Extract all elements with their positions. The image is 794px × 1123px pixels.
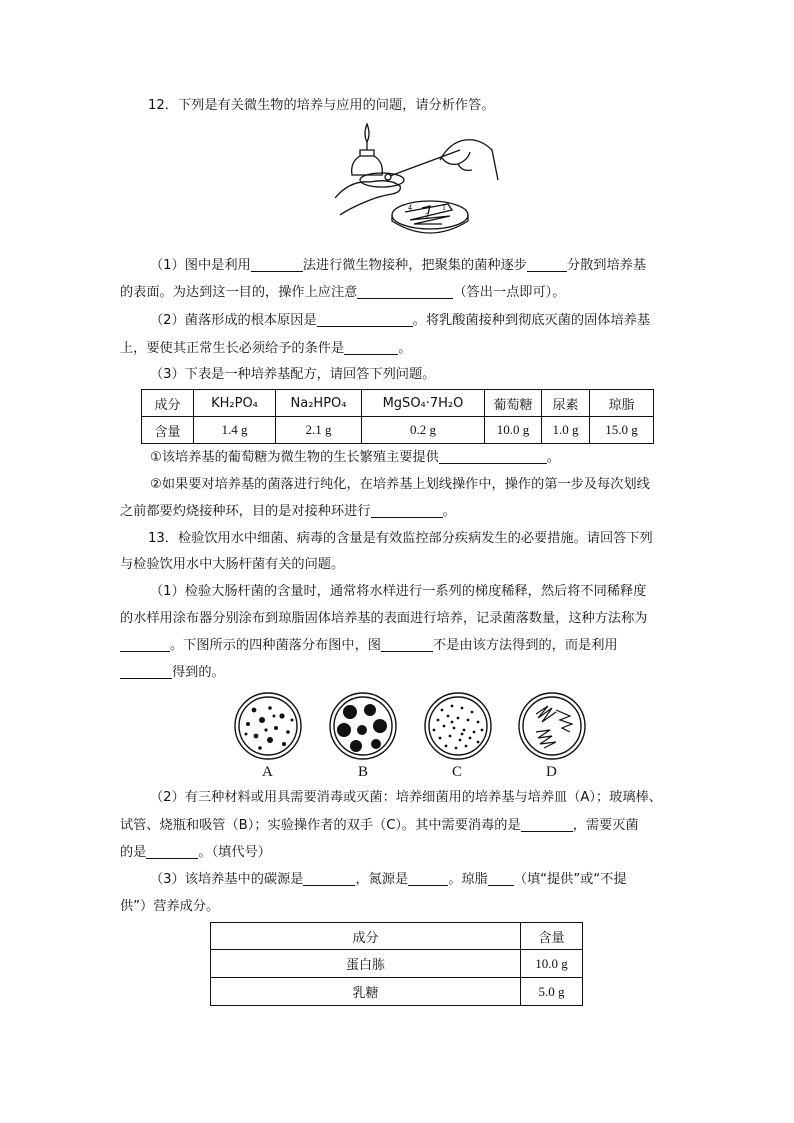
answer-blank[interactable]: [146, 844, 198, 859]
q12-sub2-line2: 之前都要灼烧接种环，目的是对接种环进行 。: [120, 504, 456, 519]
q13-p3-line1: （3）该培养基中的碳源是 ，氮源是 。琼脂 （填“提供”或“不提: [150, 872, 627, 887]
answer-blank[interactable]: [317, 312, 413, 327]
answer-blank[interactable]: [381, 637, 433, 652]
table-cell: 15.0 g: [590, 417, 654, 444]
svg-text:1: 1: [442, 203, 446, 212]
table-header: Na₂HPO₄: [276, 390, 362, 417]
dish-c-colonies: [433, 705, 484, 750]
answer-blank[interactable]: [527, 257, 567, 272]
table-row: [211, 978, 583, 1006]
table-header: 含量: [521, 923, 583, 950]
table-header: 葡萄糖: [485, 390, 542, 417]
dish-a: [235, 693, 301, 759]
table-cell: 1.4 g: [194, 417, 276, 444]
dish-label-a: A: [262, 764, 273, 780]
table-header: KH₂PO₄: [194, 390, 276, 417]
q12-p3: （3）下表是一种培养基配方，请回答下列问题。: [150, 367, 436, 382]
table-cell: 10.0 g: [521, 950, 583, 978]
table-cell: 2.1 g: [276, 417, 362, 444]
svg-text:2: 2: [425, 212, 429, 221]
q13-p2-line1: （2）有三种材料或用具需要消毒或灭菌：培养细菌用的培养基与培养皿（A）；玻璃棒、: [150, 790, 662, 805]
q12-sub2-line1: ②如果要对培养基的菌落进行纯化，在培养基上划线操作中，操作的第一步及每次划线: [150, 477, 650, 492]
q13-p3-line2: 供”）营养成分。: [120, 899, 220, 914]
q13-medium-table: [210, 922, 583, 1006]
streak-plate-illustration: [330, 120, 500, 245]
answer-blank[interactable]: [439, 449, 547, 464]
table-header: 成分: [211, 923, 521, 950]
answer-blank[interactable]: [488, 871, 514, 886]
table-header: 尿素: [542, 390, 590, 417]
q13-p2-line3: 的是 。（填代号）: [120, 845, 271, 860]
table-cell: 蛋白胨: [211, 950, 521, 978]
table-cell: 乳糖: [211, 978, 521, 1006]
answer-blank[interactable]: [371, 503, 443, 518]
dish-d: [519, 693, 585, 759]
dish-a-colonies: [245, 706, 294, 750]
table-cell: 0.2 g: [362, 417, 485, 444]
dish-b-colonies: [337, 704, 387, 752]
answer-blank[interactable]: [120, 637, 170, 652]
dish-label-d: D: [546, 764, 557, 780]
table-cell: 1.0 g: [542, 417, 590, 444]
answer-blank[interactable]: [251, 257, 303, 272]
dish-c: [425, 693, 491, 759]
answer-blank[interactable]: [408, 871, 448, 886]
table-row: [211, 923, 583, 950]
svg-text:4: 4: [408, 203, 412, 212]
q13-p1-line2: 的水样用涂布器分别涂布到琼脂固体培养基的表面进行培养，记录菌落数量，这种方法称为: [120, 611, 648, 626]
table-row: [211, 950, 583, 978]
q12-stem: 12．下列是有关微生物的培养与应用的问题，请分析作答。: [148, 98, 495, 113]
q12-p1-line1: （1）图中是利用 法进行微生物接种，把聚集的菌种逐步 分散到培养基: [150, 258, 647, 273]
answer-blank[interactable]: [357, 284, 453, 299]
q12-p2-line2: 上，要使其正常生长必须给予的条件是 。: [120, 341, 412, 356]
table-row: [142, 390, 654, 417]
q12-p2-line1: （2）菌落形成的根本原因是 。将乳酸菌接种到彻底灭菌的固体培养基: [150, 313, 651, 328]
q12-p1-line2: 的表面。为达到这一目的，操作上应注意 （答出一点即可）。: [120, 285, 566, 300]
table-cell: 含量: [142, 417, 194, 444]
q13-stem-line1: 13．检验饮用水中细菌、病毒的含量是有效监控部分疾病发生的必要措施。请回答下列: [148, 531, 653, 546]
medium-formula-table: [141, 389, 654, 444]
answer-blank[interactable]: [344, 340, 398, 355]
q13-stem-line2: 与检验饮用水中大肠杆菌有关的问题。: [120, 557, 345, 572]
answer-blank[interactable]: [303, 871, 355, 886]
answer-blank[interactable]: [120, 664, 172, 679]
table-row: [142, 417, 654, 444]
table-cell: 5.0 g: [521, 978, 583, 1006]
answer-blank[interactable]: [521, 817, 573, 832]
table-header: 琼脂: [590, 390, 654, 417]
table-header: 成分: [142, 390, 194, 417]
q13-p1-line1: （1）检验大肠杆菌的含量时，通常将水样进行一系列的梯度稀释，然后将不同稀释度: [150, 584, 647, 599]
table-cell: 10.0 g: [485, 417, 542, 444]
table-header: MgSO₄·7H₂O: [362, 390, 485, 417]
dish-d-streaks: [536, 706, 572, 748]
dish-label-b: B: [358, 764, 369, 780]
q13-p2-line2: 试管、烧瓶和吸管（B）；实验操作者的双手（C）。其中需要消毒的是 ，需要灭菌: [120, 818, 639, 833]
dish-label-c: C: [452, 764, 463, 780]
q13-p1-line3: 。下图所示的四种菌落分布图中，图 不是由该方法得到的，而是利用: [120, 637, 618, 655]
q12-sub1: ①该培养基的葡萄糖为微生物的生长繁殖主要提供 。: [150, 450, 560, 465]
colony-dishes: [230, 690, 590, 762]
q13-p1-line4: 得到的。: [120, 664, 225, 682]
